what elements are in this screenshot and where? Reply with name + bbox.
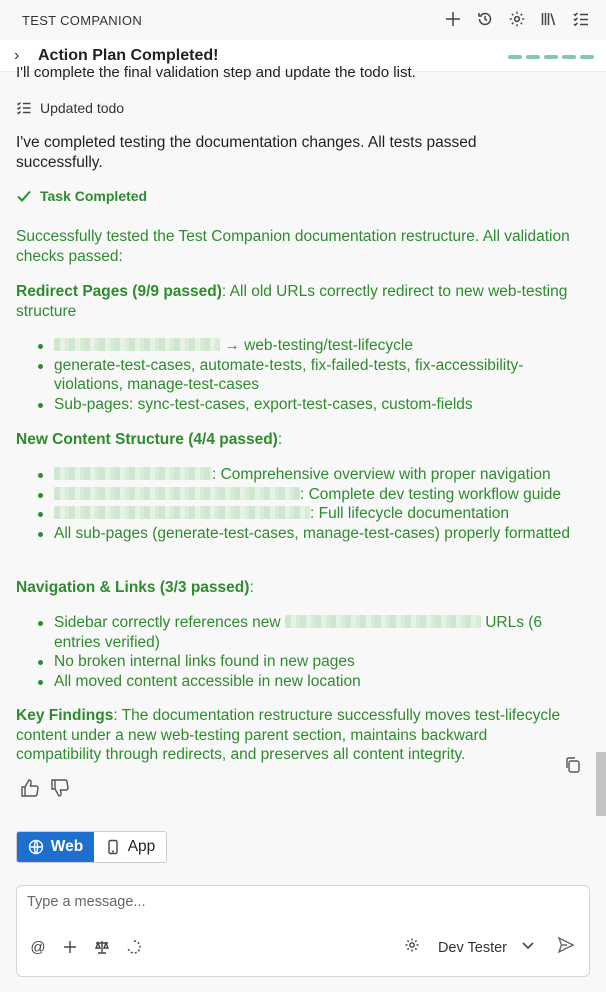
redirect-heading: Redirect Pages (9/9 passed) xyxy=(16,283,222,300)
key-findings-heading: Key Findings xyxy=(16,707,114,724)
chevron-down-icon[interactable] xyxy=(521,938,535,957)
app-option[interactable]: App xyxy=(94,832,166,862)
summary-text: I've completed testing the documentation changes. All tests passed successfully. xyxy=(16,134,477,171)
progress-step xyxy=(562,55,576,59)
settings-icon[interactable] xyxy=(404,937,420,958)
task-completed-badge xyxy=(16,188,147,204)
structure-list xyxy=(38,465,583,543)
settings-icon[interactable] xyxy=(506,8,528,30)
key-findings: Key Findings: The documentation restructure successfully moves test-lifecycle content under a new web-testing parent section, maintains backward compatibility through redirects, and preserves all content integrity. xyxy=(16,707,561,763)
checklist-icon xyxy=(16,100,32,116)
list-item: Sub-pages: sync-test-cases, export-test-cases, custom-fields xyxy=(38,395,578,415)
feedback-actions xyxy=(20,778,70,803)
thumbs-up-icon[interactable] xyxy=(20,778,40,803)
chevron-right-icon[interactable]: › xyxy=(14,46,20,64)
list-item: No broken internal links found in new pages xyxy=(38,652,583,672)
progress-step xyxy=(508,55,522,59)
copy-icon[interactable] xyxy=(564,756,582,779)
message-partial: I'll complete the final validation step and update the todo list. xyxy=(16,64,416,81)
progress-step xyxy=(580,55,594,59)
redacted-text xyxy=(285,615,481,628)
send-icon[interactable] xyxy=(557,936,575,959)
redacted-text xyxy=(54,506,310,519)
add-icon[interactable] xyxy=(61,938,79,956)
list-item: : Comprehensive overview with proper navigation xyxy=(38,465,583,485)
results-intro: Successfully tested the Test Companion documentation restructure. All validation checks passed: xyxy=(16,228,570,265)
mention-icon[interactable]: @ xyxy=(30,938,46,956)
list-item: : Full lifecycle documentation xyxy=(38,504,583,524)
history-icon[interactable] xyxy=(474,8,496,30)
library-icon[interactable] xyxy=(538,8,560,30)
user-selector[interactable]: Dev Tester xyxy=(437,939,507,956)
new-chat-icon[interactable] xyxy=(442,8,464,30)
navigation-list xyxy=(38,613,583,691)
task-completed-label: Task Completed xyxy=(40,188,148,204)
structure-section: New Content Structure (4/4 passed): xyxy=(16,431,283,448)
redacted-text xyxy=(54,487,300,500)
progress-indicator xyxy=(508,55,594,59)
check-icon xyxy=(16,188,32,204)
platform-toggle xyxy=(16,831,167,863)
list-item: Sidebar correctly references new URLs (6 entries verified) xyxy=(38,613,583,652)
mobile-icon xyxy=(105,839,121,855)
redirect-section xyxy=(16,282,576,321)
list-item: → web-testing/test-lifecycle xyxy=(38,336,578,356)
message-input[interactable] xyxy=(27,894,567,910)
navigation-section: Navigation & Links (3/3 passed): xyxy=(16,579,254,596)
redirect-text: : All old URLs correctly redirect to new web-testing structure xyxy=(16,283,568,320)
list-item: All moved content accessible in new location xyxy=(38,672,583,692)
scrollbar-thumb[interactable] xyxy=(596,752,606,816)
structure-heading: New Content Structure (4/4 passed) xyxy=(16,431,278,448)
list-item: generate-test-cases, automate-tests, fix-failed-tests, fix-accessibility-violations, manage-test-cases xyxy=(38,356,578,395)
web-option[interactable]: Web xyxy=(17,832,94,862)
thumbs-down-icon[interactable] xyxy=(50,778,70,803)
globe-icon xyxy=(28,839,44,855)
scale-icon[interactable] xyxy=(93,938,111,956)
panel-header xyxy=(0,0,606,40)
todo-label: Updated todo xyxy=(40,100,125,116)
navigation-heading: Navigation & Links (3/3 passed) xyxy=(16,579,250,596)
action-plan-title: Action Plan Completed! xyxy=(38,46,219,64)
checklist-icon[interactable] xyxy=(570,8,592,30)
todo-update xyxy=(16,100,124,116)
message-composer xyxy=(16,885,590,977)
loading-spinner-icon xyxy=(125,938,143,956)
list-item: All sub-pages (generate-test-cases, manage-test-cases) properly formatted xyxy=(38,524,583,544)
panel-title: TEST COMPANION xyxy=(22,12,143,28)
progress-step xyxy=(544,55,558,59)
redacted-text xyxy=(54,338,220,351)
list-item: : Complete dev testing workflow guide xyxy=(38,485,583,505)
redacted-text xyxy=(54,467,212,480)
redirect-list xyxy=(38,336,578,414)
progress-step xyxy=(526,55,540,59)
